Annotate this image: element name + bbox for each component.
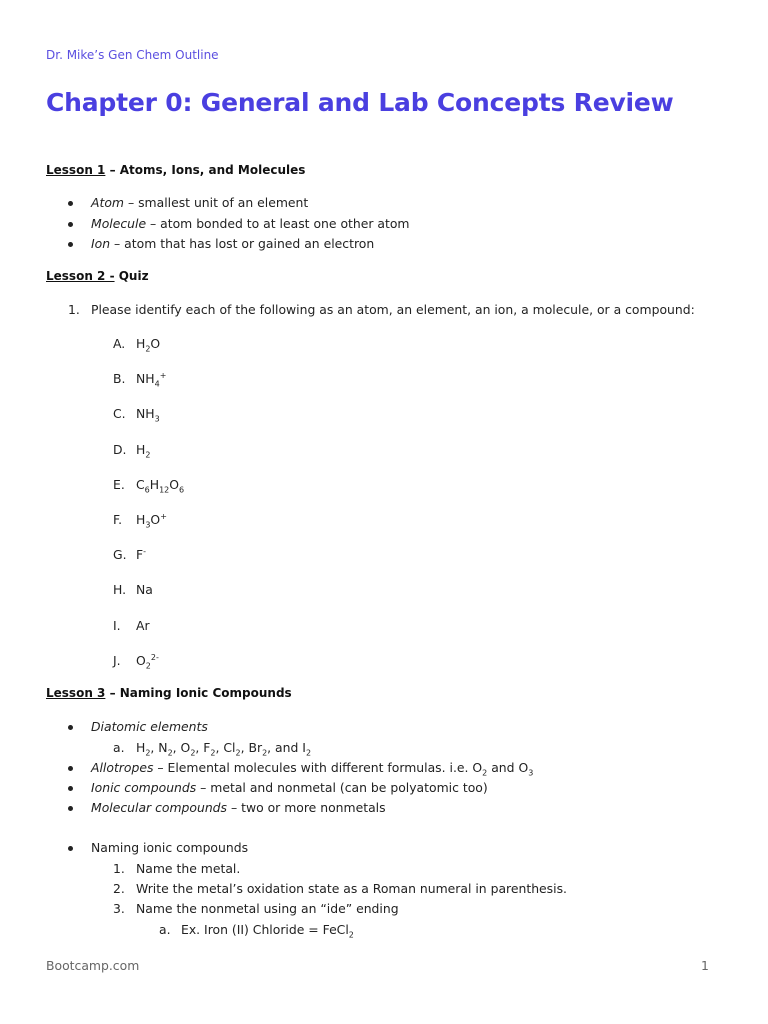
bullet-icon	[68, 242, 73, 247]
term: Atom	[91, 195, 124, 210]
list-item	[91, 216, 410, 231]
page-number: 1	[701, 958, 709, 973]
option-label: D.	[113, 442, 127, 457]
option-label: I.	[113, 618, 121, 633]
formula: $H_2O$	[136, 336, 161, 354]
chapter-title: Chapter 0: General and Lab Concepts Review	[46, 88, 674, 117]
term: Molecule	[91, 216, 147, 231]
list-item	[91, 236, 374, 251]
formula: $H_3O^+$	[136, 512, 167, 530]
lesson-3-heading	[46, 686, 292, 700]
step-text: Name the metal.	[136, 861, 241, 876]
bullet-icon	[68, 786, 73, 791]
lesson-2-heading	[46, 269, 149, 283]
formula: F-	[136, 547, 147, 563]
lesson-1-label: Lesson 1	[46, 163, 106, 177]
lesson-3-label: Lesson 3	[46, 686, 106, 700]
list-item: Molecular compounds – two or more nonmetals	[91, 800, 386, 815]
lesson-1-title: – Atoms, Ions, and Molecules	[105, 163, 306, 177]
bullet-icon	[68, 222, 73, 227]
step-number: 2.	[113, 881, 125, 896]
step-text: Write the metal’s oxidation state as a Roman numeral in parenthesis.	[136, 881, 567, 896]
definition: – atom that has lost or gained an electron	[110, 236, 375, 251]
option-label: E.	[113, 477, 125, 492]
bullet-icon	[68, 725, 73, 730]
formula: $C_6H_{12}O_6$	[136, 477, 185, 495]
example-text: Ex. Iron (II) Chloride = FeCl$_2$	[181, 922, 354, 940]
formula: Na	[136, 582, 153, 597]
list-item: Ionic compounds – metal and nonmetal (can be polyatomic too)	[91, 780, 488, 795]
step-number: 3.	[113, 901, 125, 916]
formula: $H_2$	[136, 442, 151, 460]
document-header-note: Dr. Mike’s Gen Chem Outline	[46, 48, 219, 62]
step-text: Name the nonmetal using an “ide” ending	[136, 901, 399, 916]
option-label: B.	[113, 371, 126, 386]
question-number: 1.	[68, 302, 80, 317]
lesson-1-heading	[46, 163, 305, 177]
lesson-2-title: Quiz	[114, 269, 149, 283]
lesson-3-title: – Naming Ionic Compounds	[105, 686, 292, 700]
option-label: H.	[113, 582, 127, 597]
bullet-icon	[68, 766, 73, 771]
footer-site: Bootcamp.com	[46, 958, 140, 973]
question-text: Please identify each of the following as an atom, an element, an ion, a molecule, or a compound:	[91, 302, 695, 317]
bullet-icon	[68, 846, 73, 851]
formula: Ar	[136, 618, 150, 633]
sub-item-label: a.	[113, 740, 125, 755]
example-label: a.	[159, 922, 171, 937]
bullet-icon	[68, 806, 73, 811]
option-label: A.	[113, 336, 126, 351]
term: Ion	[91, 236, 111, 251]
option-label: C.	[113, 406, 126, 421]
option-label: G.	[113, 547, 127, 562]
naming-heading: Naming ionic compounds	[91, 840, 249, 855]
step-number: 1.	[113, 861, 125, 876]
option-label: F.	[113, 512, 123, 527]
definition: – atom bonded to at least one other atom	[146, 216, 410, 231]
formula: $NH_3$	[136, 406, 160, 424]
definition: – smallest unit of an element	[124, 195, 309, 210]
list-item	[91, 195, 308, 210]
formula: $NH_4^+$	[136, 371, 167, 389]
bullet-icon	[68, 201, 73, 206]
option-label: J.	[113, 653, 121, 668]
diatomic-list: $H_2$, $N_2$, $O_2$, $F_2$, $Cl_2$, $Br_2$, and $I_2$	[136, 740, 312, 758]
diatomic-elements: Diatomic elements	[91, 719, 208, 734]
lesson-2-label: Lesson 2 -	[46, 269, 115, 283]
formula: $O_2^{2-}$	[136, 653, 159, 671]
list-item: Allotropes – Elemental molecules with different formulas. i.e. $O_2$ and $O_3$	[91, 760, 534, 778]
